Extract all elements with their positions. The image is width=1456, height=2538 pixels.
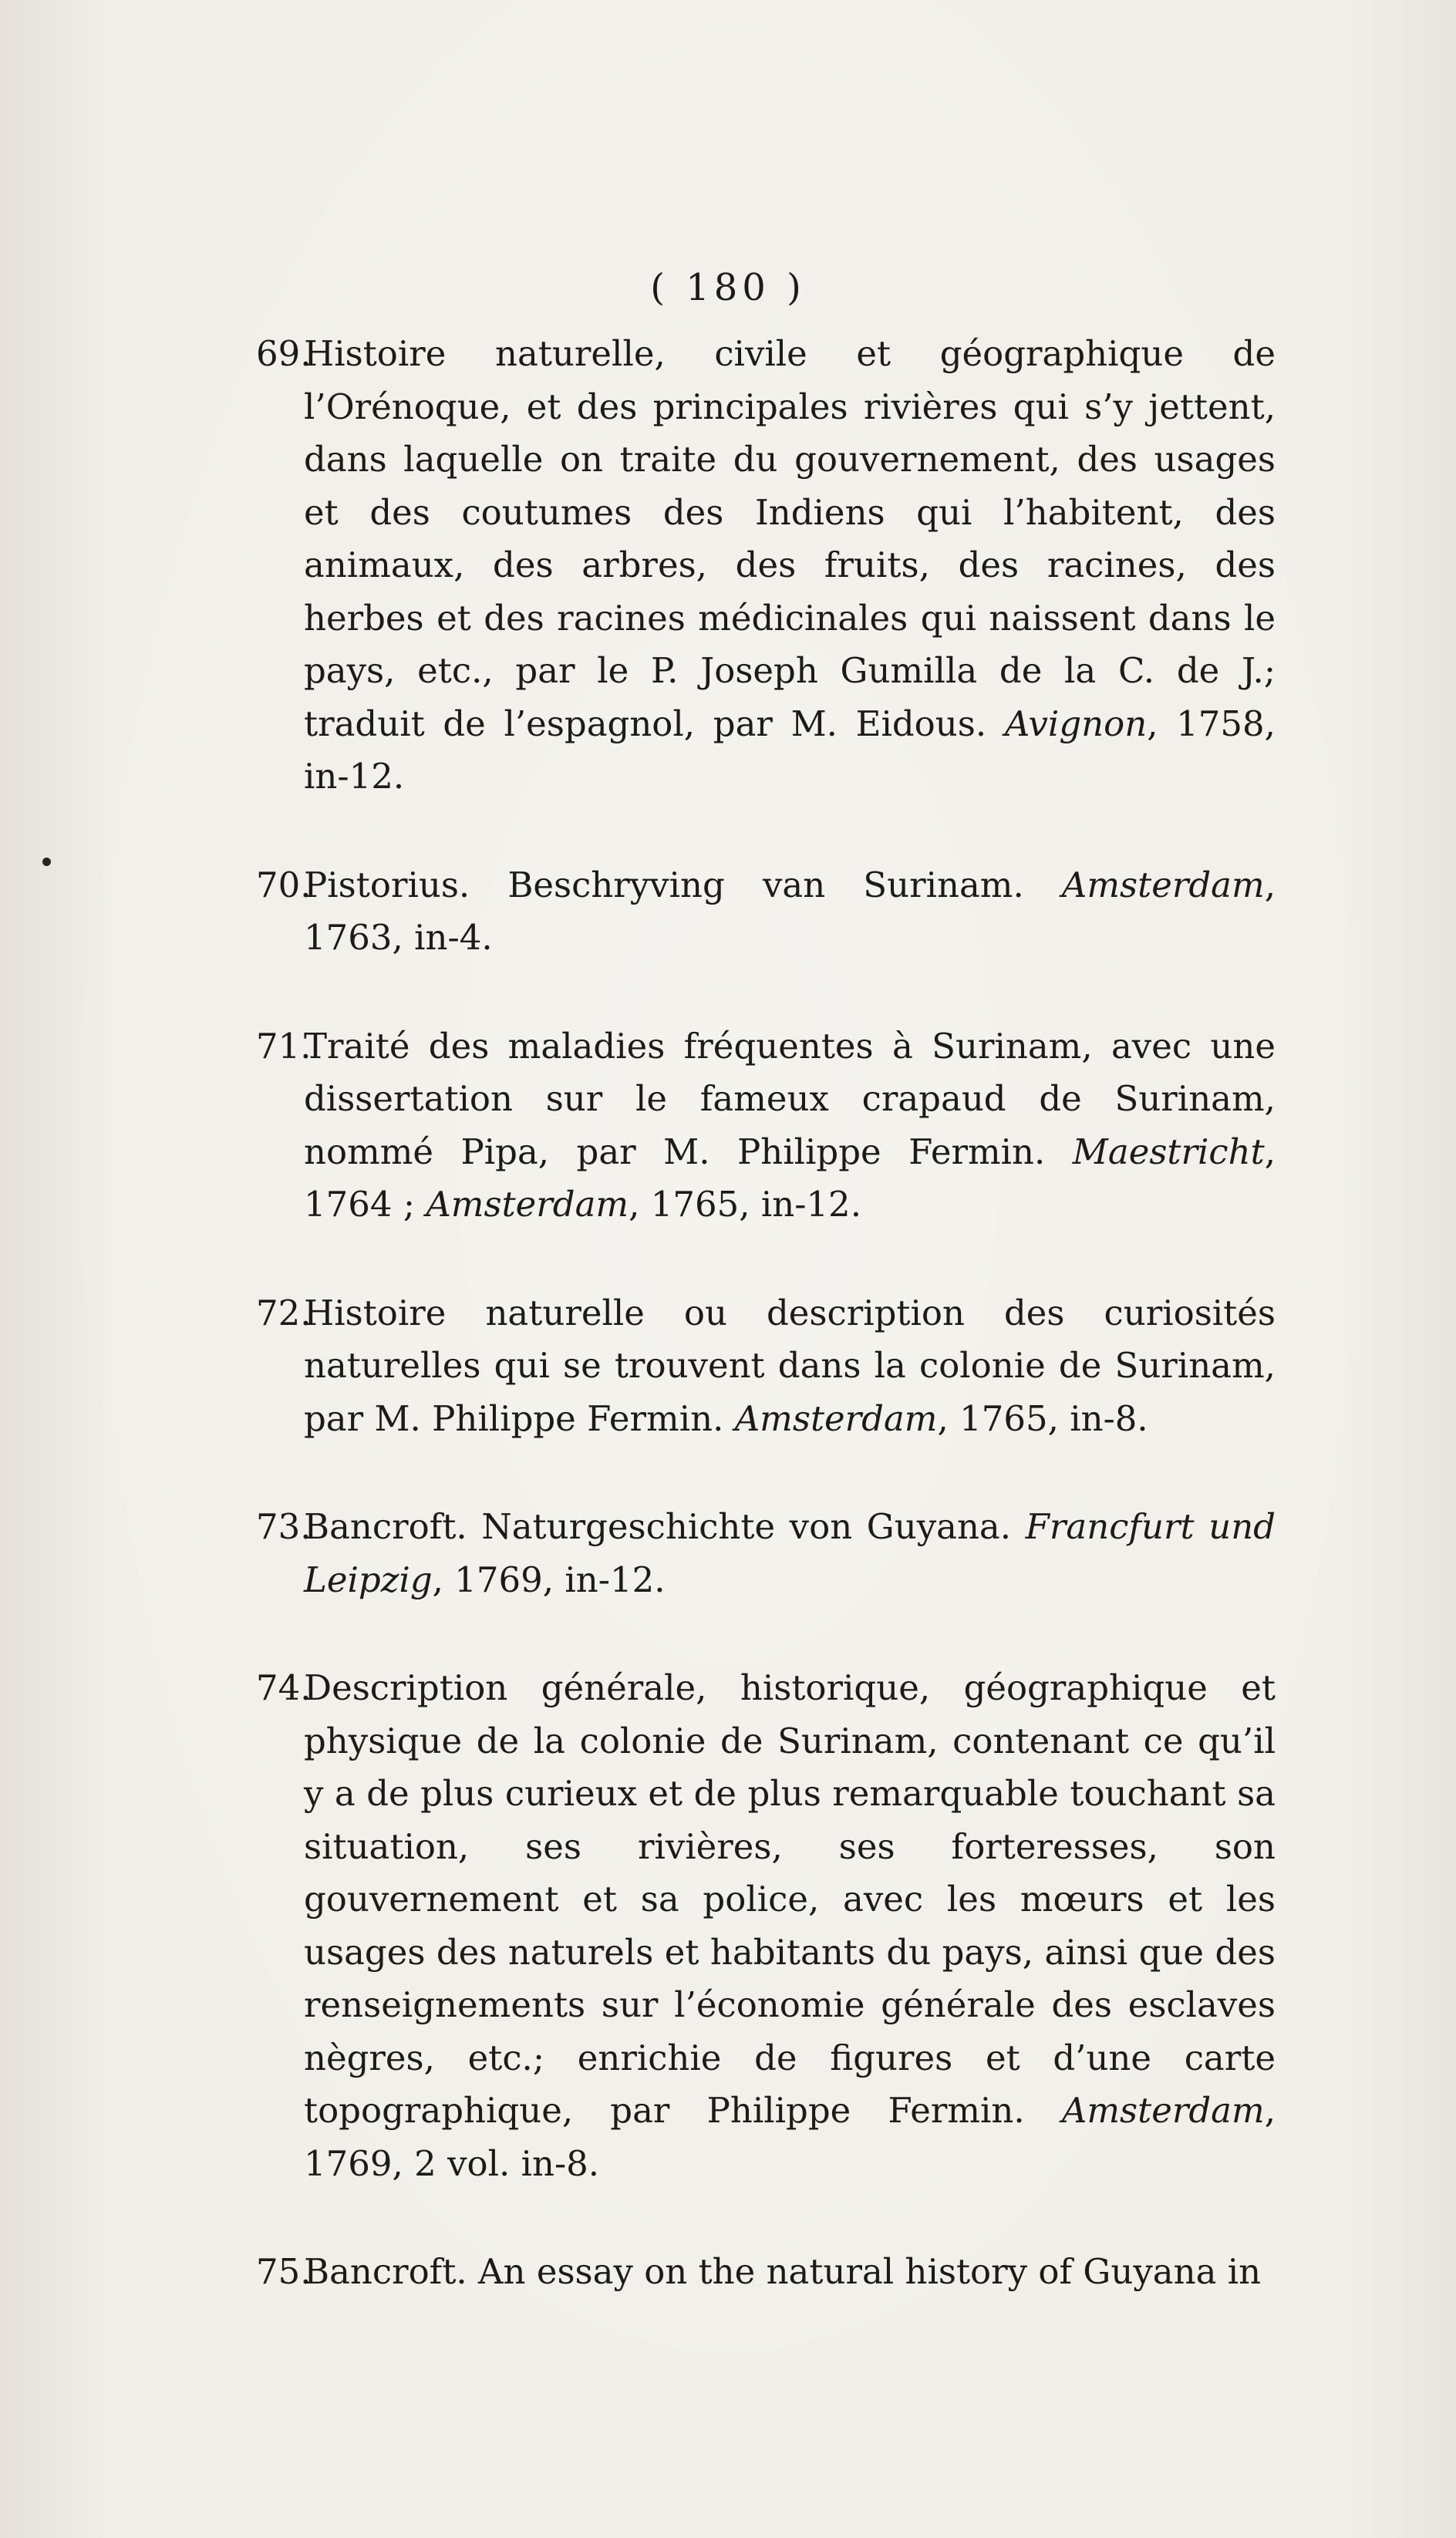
entry-text: Histoire naturelle ou description des curiosités naturelles qui se trouvent dans la colonie de Surinam, par M. Philippe Fermin. [304, 1292, 1276, 1439]
entry-imprint: Amsterdam [1061, 2090, 1265, 2131]
entry-text: Histoire naturelle, civile et géographique de l’Orénoque, et des principales rivières qui s’y jettent, dans laquelle on traite du gouvernement, des usages et des coutumes des Indiens qui l’habitent, des animaux, des arbres, des fruits, des racines, des herbes et des racines médicinales qui naissent dans le pays, etc., par le P. Joseph Gumilla de la C. de J.; traduit de l’espagnol, par M. Eidous. [304, 333, 1276, 744]
ink-spot [42, 858, 51, 866]
bibliography-list [256, 328, 1276, 2354]
entry-tail: , 1769, in-12. [432, 1559, 666, 1600]
entry-number: 69. [256, 333, 312, 374]
entry-imprint: Amsterdam [1061, 864, 1265, 905]
entry-number: 71. [256, 1025, 312, 1067]
entry-number: 75. [256, 2251, 312, 2292]
entry-74 [256, 1662, 1276, 2190]
entry-imprint-2: Amsterdam [426, 1184, 629, 1225]
entry-tail: , 1765, in-12. [629, 1184, 861, 1225]
entry-number: 73. [256, 1506, 312, 1547]
entry-middle: , 1764 ; [304, 1131, 1276, 1225]
entry-number: 74. [256, 1667, 312, 1708]
entry-imprint: Maestricht [1072, 1131, 1265, 1172]
entry-text: Pistorius. Beschryving van Surinam. [304, 864, 1024, 905]
entry-tail: , 1765, in-8. [937, 1397, 1148, 1439]
entry-71 [256, 1020, 1276, 1232]
entry-number: 70. [256, 864, 312, 905]
entry-text: Traité des maladies fréquentes à Surinam, avec une dissertation sur le fameux crapaud de Surinam, nommé Pipa, par M. Philippe Fermin. [304, 1025, 1276, 1172]
entry-tail: , 1758, in-12. [304, 703, 1276, 797]
entry-text: Bancroft. Naturgeschichte von Guyana. [304, 1506, 1012, 1547]
entry-text: Description générale, historique, géographique et physique de la colonie de Surinam, contenant ce qu’il y a de plus curieux et de plus remarquable touchant sa situation, ses rivières, ses forteresses, son gouvernement et sa police, avec les mœurs et les usages des naturels et habitants du pays, ainsi que des renseignements sur l’économie générale des esclaves nègres, etc.; enrichie de figures et d’une carte topographique, par Philippe Fermin. [304, 1667, 1276, 2131]
entry-70 [256, 859, 1276, 965]
entry-73 [256, 1501, 1276, 1606]
entry-75 [256, 2246, 1276, 2299]
entry-imprint: Francfurt und Leipzig [304, 1506, 1276, 1600]
entry-text: Bancroft. An essay on the natural history of Guyana in [304, 2251, 1262, 2292]
entry-tail: , 1769, 2 vol. in-8. [304, 2090, 1276, 2184]
entry-72 [256, 1287, 1276, 1446]
entry-imprint: Amsterdam [734, 1397, 938, 1439]
entry-tail: , 1763, in-4. [304, 864, 1276, 958]
page-number: ( 180 ) [650, 266, 806, 309]
entry-69 [256, 328, 1276, 804]
entry-imprint: Avignon [1004, 703, 1148, 744]
entry-number: 72. [256, 1292, 312, 1333]
